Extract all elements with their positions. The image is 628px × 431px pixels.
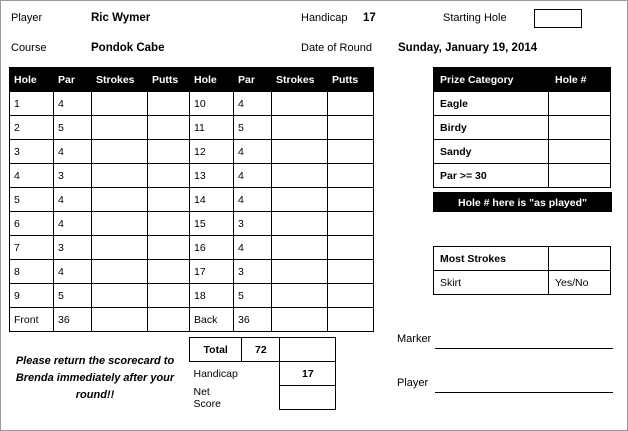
prize-col-category: Prize Category (434, 68, 549, 92)
back-total-par: 36 (234, 308, 272, 332)
table-row (190, 140, 374, 164)
back-col-strokes: Strokes (272, 68, 328, 92)
front-total-putts[interactable] (148, 308, 194, 332)
table-row (10, 116, 194, 140)
back-strokes-15[interactable] (272, 212, 328, 236)
table-row (10, 188, 194, 212)
table-row (10, 212, 194, 236)
prize-category-eagle: Eagle (434, 92, 549, 116)
table-row (190, 236, 374, 260)
front-putts-2[interactable] (148, 116, 194, 140)
table-row (434, 140, 611, 164)
summary-total-label: Total (190, 338, 242, 362)
summary-total-par: 72 (242, 338, 280, 362)
skirt-label: Skirt (434, 271, 549, 295)
date-of-round-label: Date of Round (301, 42, 372, 54)
back-putts-17[interactable] (328, 260, 374, 284)
summary-total-strokes[interactable] (280, 338, 336, 362)
front-strokes-1[interactable] (92, 92, 148, 116)
front-hole-1: 1 (10, 92, 54, 116)
front-hole-6: 6 (10, 212, 54, 236)
summary-handicap-row (190, 362, 382, 386)
table-row (434, 271, 611, 295)
back-hole-16: 16 (190, 236, 234, 260)
front-col-par: Par (54, 68, 92, 92)
summary-handicap-spacer (242, 362, 280, 386)
back-nine-table (189, 67, 374, 332)
front-par-2: 5 (54, 116, 92, 140)
summary-net-spacer-2 (336, 386, 382, 410)
summary-total-row (190, 338, 382, 362)
prize-category-sandy: Sandy (434, 140, 549, 164)
back-par-14: 4 (234, 188, 272, 212)
back-nine-header-row (190, 68, 374, 92)
front-putts-6[interactable] (148, 212, 194, 236)
prize-category-par30: Par >= 30 (434, 164, 549, 188)
header-row-1 (1, 9, 627, 35)
back-hole-10: 10 (190, 92, 234, 116)
back-strokes-13[interactable] (272, 164, 328, 188)
table-row (10, 284, 194, 308)
front-hole-5: 5 (10, 188, 54, 212)
scorecard-header (1, 1, 627, 63)
back-total-strokes[interactable] (272, 308, 328, 332)
prize-category-table (433, 67, 611, 188)
front-strokes-7[interactable] (92, 236, 148, 260)
back-par-18: 5 (234, 284, 272, 308)
table-row (190, 284, 374, 308)
back-putts-13[interactable] (328, 164, 374, 188)
prize-col-hole: Hole # (549, 68, 611, 92)
front-par-6: 4 (54, 212, 92, 236)
front-par-9: 5 (54, 284, 92, 308)
front-putts-7[interactable] (148, 236, 194, 260)
front-par-1: 4 (54, 92, 92, 116)
back-strokes-14[interactable] (272, 188, 328, 212)
back-par-11: 5 (234, 116, 272, 140)
back-strokes-10[interactable] (272, 92, 328, 116)
front-strokes-6[interactable] (92, 212, 148, 236)
front-total-label: Front (10, 308, 54, 332)
header-row-2 (1, 39, 627, 65)
table-row (190, 92, 374, 116)
most-strokes-label: Most Strokes (434, 247, 549, 271)
table-row (190, 212, 374, 236)
course-label: Course (11, 42, 47, 54)
table-row (10, 260, 194, 284)
front-strokes-8[interactable] (92, 260, 148, 284)
front-total-strokes[interactable] (92, 308, 148, 332)
back-putts-15[interactable] (328, 212, 374, 236)
front-par-8: 4 (54, 260, 92, 284)
front-putts-8[interactable] (148, 260, 194, 284)
front-hole-3: 3 (10, 140, 54, 164)
handicap-value[interactable]: 17 (363, 12, 376, 24)
front-col-putts: Putts (148, 68, 194, 92)
front-putts-3[interactable] (148, 140, 194, 164)
front-putts-4[interactable] (148, 164, 194, 188)
back-strokes-18[interactable] (272, 284, 328, 308)
back-col-par: Par (234, 68, 272, 92)
table-row (10, 164, 194, 188)
table-row (10, 140, 194, 164)
back-strokes-11[interactable] (272, 116, 328, 140)
front-total-row (10, 308, 194, 332)
front-hole-4: 4 (10, 164, 54, 188)
front-total-par: 36 (54, 308, 92, 332)
player-signature-line[interactable] (435, 392, 613, 393)
date-of-round-value[interactable]: Sunday, January 19, 2014 (398, 42, 538, 54)
marker-signature-label: Marker (397, 333, 432, 345)
player-label: Player (11, 12, 43, 24)
back-strokes-12[interactable] (272, 140, 328, 164)
front-strokes-2[interactable] (92, 116, 148, 140)
footer-note: Please return the scorecard to Brenda immediately after your round!! (15, 355, 175, 401)
back-par-10: 4 (234, 92, 272, 116)
back-putts-10[interactable] (328, 92, 374, 116)
skirt-value[interactable]: Yes/No (549, 271, 611, 295)
table-row (10, 236, 194, 260)
back-total-label: Back (190, 308, 234, 332)
front-par-3: 4 (54, 140, 92, 164)
most-strokes-value[interactable] (549, 247, 611, 271)
table-row (434, 164, 611, 188)
starting-hole-input[interactable] (534, 9, 582, 28)
summary-total-spacer (336, 338, 382, 362)
back-strokes-17[interactable] (272, 260, 328, 284)
front-par-4: 3 (54, 164, 92, 188)
back-col-putts: Putts (328, 68, 374, 92)
back-hole-17: 17 (190, 260, 234, 284)
front-hole-7: 7 (10, 236, 54, 260)
prize-header-row (434, 68, 611, 92)
summary-net-label: Net Score (190, 386, 242, 410)
back-strokes-16[interactable] (272, 236, 328, 260)
front-strokes-9[interactable] (92, 284, 148, 308)
most-strokes-table (433, 246, 611, 295)
course-value[interactable]: Pondok Cabe (91, 42, 165, 54)
back-putts-12[interactable] (328, 140, 374, 164)
back-hole-18: 18 (190, 284, 234, 308)
starting-hole-label: Starting Hole (443, 12, 507, 24)
back-col-hole: Hole (190, 68, 234, 92)
front-strokes-5[interactable] (92, 188, 148, 212)
back-par-12: 4 (234, 140, 272, 164)
back-hole-11: 11 (190, 116, 234, 140)
table-row (190, 164, 374, 188)
summary-net-value[interactable] (280, 386, 336, 410)
summary-net-row (190, 386, 382, 410)
back-total-row (190, 308, 374, 332)
back-putts-18[interactable] (328, 284, 374, 308)
front-nine-header-row (10, 68, 194, 92)
front-putts-5[interactable] (148, 188, 194, 212)
back-total-putts[interactable] (328, 308, 374, 332)
prize-note-bar: Hole # here is "as played" (433, 192, 612, 212)
front-putts-1[interactable] (148, 92, 194, 116)
back-hole-14: 14 (190, 188, 234, 212)
table-row (434, 247, 611, 271)
marker-signature-line[interactable] (435, 348, 613, 349)
summary-handicap-value[interactable]: 17 (280, 362, 336, 386)
summary-handicap-label: Handicap (190, 362, 242, 386)
player-signature-label: Player (397, 377, 429, 389)
prize-hole-sandy[interactable] (549, 140, 611, 164)
prize-hole-eagle[interactable] (549, 92, 611, 116)
front-par-7: 3 (54, 236, 92, 260)
table-row (434, 92, 611, 116)
front-hole-9: 9 (10, 284, 54, 308)
back-putts-14[interactable] (328, 188, 374, 212)
table-row (190, 188, 374, 212)
prize-hole-birdy[interactable] (549, 116, 611, 140)
summary-table (189, 337, 382, 410)
front-strokes-3[interactable] (92, 140, 148, 164)
front-hole-8: 8 (10, 260, 54, 284)
back-par-16: 4 (234, 236, 272, 260)
front-strokes-4[interactable] (92, 164, 148, 188)
back-par-13: 4 (234, 164, 272, 188)
front-nine-table (9, 67, 194, 332)
table-row (190, 116, 374, 140)
front-par-5: 4 (54, 188, 92, 212)
prize-hole-par30[interactable] (549, 164, 611, 188)
back-par-15: 3 (234, 212, 272, 236)
front-putts-9[interactable] (148, 284, 194, 308)
back-hole-13: 13 (190, 164, 234, 188)
front-col-hole: Hole (10, 68, 54, 92)
back-putts-16[interactable] (328, 236, 374, 260)
player-value[interactable]: Ric Wymer (91, 12, 151, 24)
prize-category-birdy: Birdy (434, 116, 549, 140)
front-col-strokes: Strokes (92, 68, 148, 92)
back-putts-11[interactable] (328, 116, 374, 140)
back-hole-15: 15 (190, 212, 234, 236)
table-row (190, 260, 374, 284)
table-row (10, 92, 194, 116)
back-par-17: 3 (234, 260, 272, 284)
front-hole-2: 2 (10, 116, 54, 140)
summary-handicap-spacer-2 (336, 362, 382, 386)
summary-net-spacer (242, 386, 280, 410)
handicap-label: Handicap (301, 12, 348, 24)
back-hole-12: 12 (190, 140, 234, 164)
table-row (434, 116, 611, 140)
